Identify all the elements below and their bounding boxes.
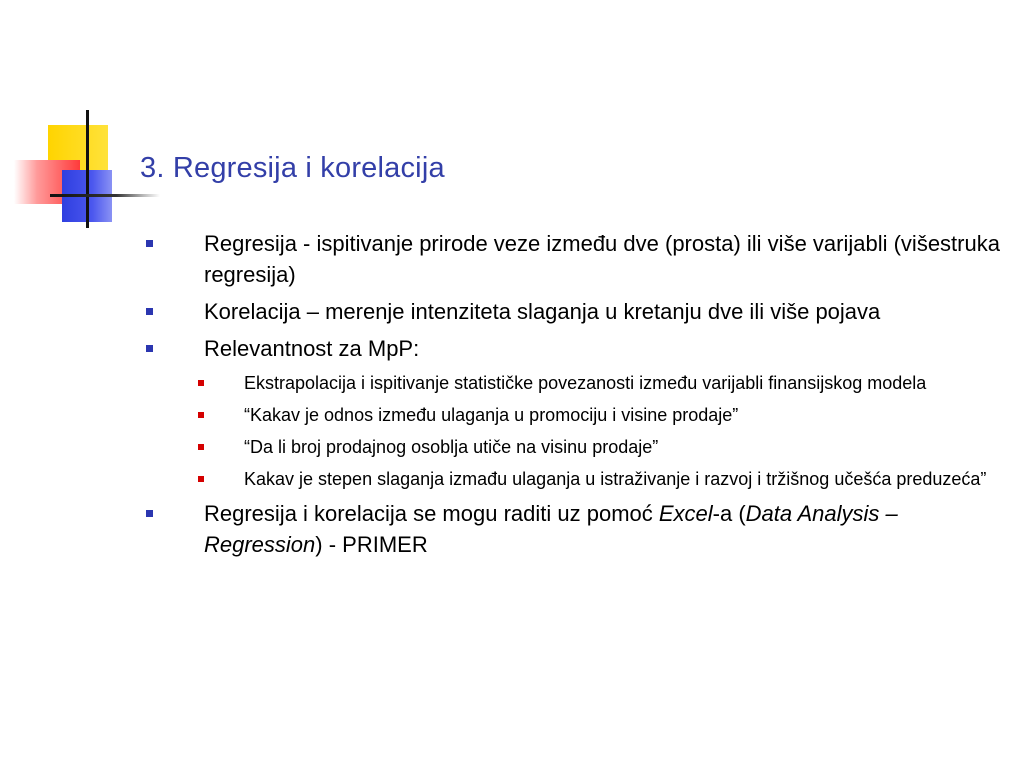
bullet-text-part2: -a ( — [712, 501, 746, 526]
red-square-bullet-icon — [198, 380, 204, 386]
square-bullet-icon — [146, 510, 153, 517]
square-bullet-icon — [146, 308, 153, 315]
sub-bullet-item — [140, 370, 1000, 396]
slide-logo-decoration — [0, 0, 160, 240]
sub-bullet-text: Ekstrapolacija i ispitivanje statističke povezanosti između varijabli finansijskog modela — [244, 373, 927, 393]
red-square-bullet-icon — [198, 412, 204, 418]
sub-bullet-text: Kakav je stepen slaganja izmađu ulaganja u istraživanje i razvoj i tržišnog učešća preduzeća” — [244, 469, 987, 489]
bullet-item — [140, 333, 1000, 364]
bullet-item — [140, 296, 1000, 327]
bullet-text-part1: Regresija i korelacija se mogu raditi uz pomoć — [204, 501, 659, 526]
slide-content — [140, 228, 1000, 566]
data-analysis-term: Data Analysis – Regression — [204, 501, 898, 557]
bullet-item — [140, 498, 1000, 560]
excel-term: Excel — [658, 501, 713, 526]
bullet-text: Regresija - ispitivanje prirode veze između dve (prosta) ili više varijabli (višestruka regresija) — [204, 231, 1000, 287]
sub-bullet-list — [140, 370, 1000, 492]
vertical-line-shape — [86, 110, 89, 228]
bullet-item — [140, 228, 1000, 290]
square-bullet-icon — [146, 345, 153, 352]
sub-bullet-item — [140, 402, 1000, 428]
square-bullet-icon — [146, 240, 153, 247]
bullet-text: Relevantnost za MpP: — [204, 336, 420, 361]
sub-bullet-text: “Da li broj prodajnog osoblja utiče na visinu prodaje” — [244, 437, 659, 457]
sub-bullet-item — [140, 466, 1000, 492]
red-square-bullet-icon — [198, 444, 204, 450]
sub-bullet-item — [140, 434, 1000, 460]
horizontal-line-shape — [50, 194, 160, 197]
red-square-bullet-icon — [198, 476, 204, 482]
slide-title: 3. Regresija i korelacija — [140, 152, 445, 184]
bullet-text: Korelacija – merenje intenziteta slaganja u kretanju dve ili više pojava — [204, 299, 881, 324]
bullet-text-part3: ) - PRIMER — [315, 532, 428, 557]
sub-bullet-text: “Kakav je odnos između ulaganja u promociju i visine prodaje” — [244, 405, 739, 425]
